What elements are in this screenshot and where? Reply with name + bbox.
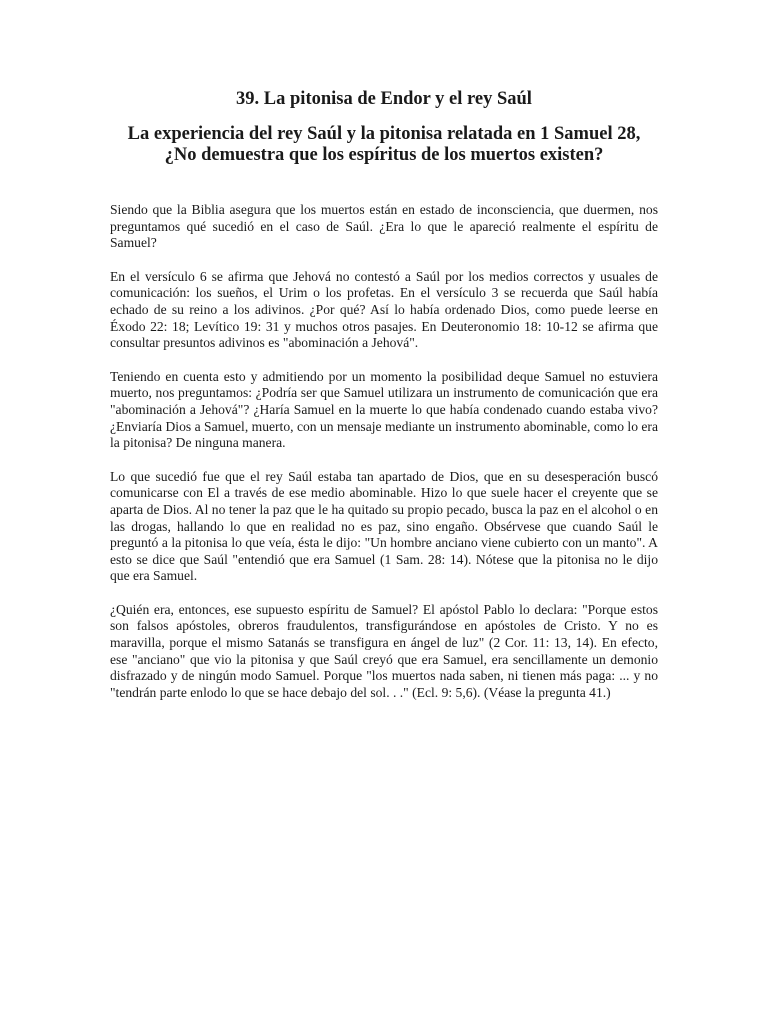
document-title: 39. La pitonisa de Endor y el rey Saúl [236, 89, 532, 109]
body-paragraph: ¿Quién era, entonces, ese supuesto espíritu de Samuel? El apóstol Pablo lo declara: "Porque estos son falsos apóstoles, obreros fraudulentos, transfigurándose en apóstoles de Cristo. Y no es maravilla, porque el mismo Satanás se transfigura en ángel de luz" (2 Cor. 11: 13, 14). En efecto, ese "anciano" que vio la pitonisa y que Saúl creyó que era Samuel, era sencillamente un demonio disfrazado y de ningún modo Samuel. Porque "los muertos nada saben, ni tienen más paga: ... y no "tendrán parte enlodo lo que se hace debajo del sol. . ." (Ecl. 9: 5,6). (Véase la pregunta 41.) [110, 601, 658, 700]
body-paragraph: En el versículo 6 se afirma que Jehová no contestó a Saúl por los medios correctos y usuales de comunicación: los sueños, el Urim o los profetas. En el versículo 3 se recuerda que Saúl había echado de su reino a los adivinos. ¿Por qué? Así lo había ordenado Dios, como puede leerse en Éxodo 22: 18; Levítico 19: 31 y muchos otros pasajes. En Deuteronomio 18: 10-12 se afirma que consultar presuntos adivinos es "abominación a Jehová". [110, 268, 658, 351]
document-question: La experiencia del rey Saúl y la pitonisa relatada en 1 Samuel 28, ¿No demuestra que los espíritus de los muertos existen? [127, 124, 641, 165]
body-paragraph: Teniendo en cuenta esto y admitiendo por un momento la posibilidad deque Samuel no estuviera muerto, nos preguntamos: ¿Podría ser que Samuel utilizara un instrumento de comunicación que era "abominación a Jehová"? ¿Haría Samuel en la muerte lo que había condenado cuando estaba vivo? ¿Enviaría Dios a Samuel, muerto, con un mensaje mediante un instrumento abominable, como lo era la pitonisa? De ninguna manera. [110, 368, 658, 451]
body-paragraph: Siendo que la Biblia asegura que los muertos están en estado de inconsciencia, que duermen, nos preguntamos qué sucedió en el caso de Saúl. ¿Era lo que le apareció realmente el espíritu de Samuel? [110, 202, 658, 251]
body-paragraph: Lo que sucedió fue que el rey Saúl estaba tan apartado de Dios, que en su desesperación buscó comunicarse con El a través de ese medio abominable. Hizo lo que suele hacer el creyente que se aparta de Dios. Al no tener la paz que le ha quitado su propio pecado, busca la paz en el alcohol o en las drogas, hallando lo que en realidad no es paz, sino engaño. Obsérvese que cuando Saúl le preguntó a la pitonisa lo que veía, ésta le dijo: "Un hombre anciano viene cubierto con un manto". A esto se dice que Saúl "entendió que era Samuel (1 Sam. 28: 14). Nótese que la pitonisa no le dijo que era Samuel. [110, 468, 658, 584]
